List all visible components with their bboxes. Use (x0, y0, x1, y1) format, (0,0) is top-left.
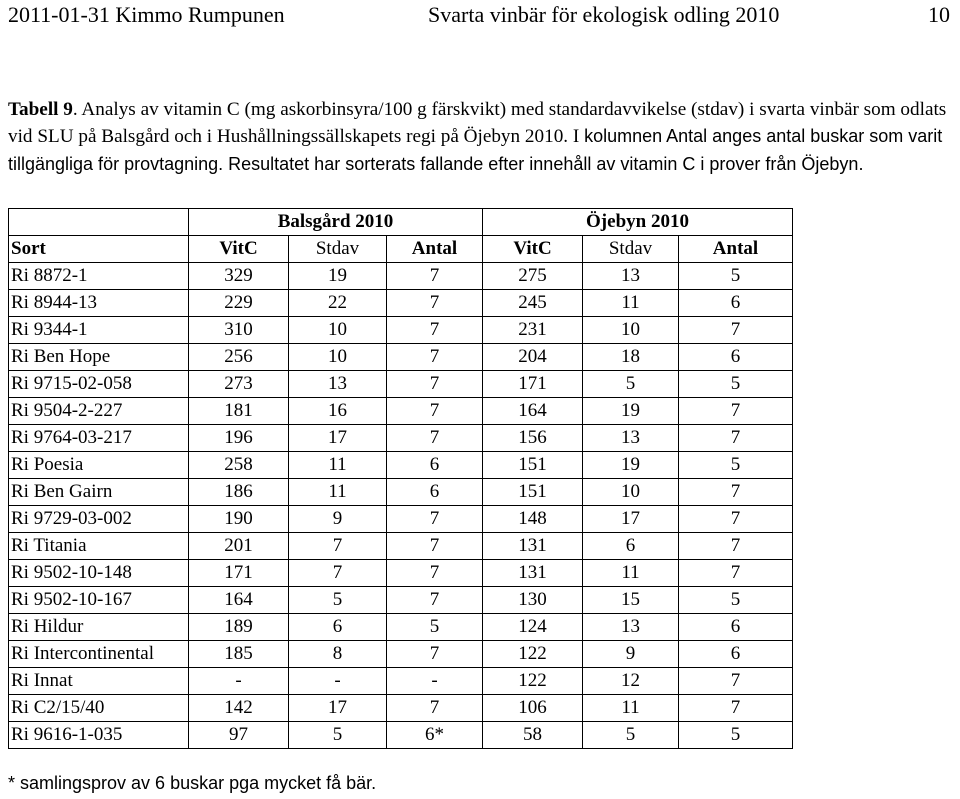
cell-vitc-balsgard: 186 (189, 479, 289, 506)
cell-vitc-ojebyn: 122 (483, 641, 583, 668)
cell-sort-name: Ri 9502-10-148 (9, 560, 189, 587)
cell-vitc-ojebyn: 58 (483, 722, 583, 749)
cell-antal-balsgard: 7 (387, 533, 483, 560)
cell-antal-ojebyn: 7 (679, 560, 793, 587)
table-row (9, 506, 793, 533)
cell-sort-name: Ri Poesia (9, 452, 189, 479)
cell-stdav-balsgard: 16 (289, 398, 387, 425)
cell-antal-ojebyn: 7 (679, 425, 793, 452)
cell-stdav-balsgard: 10 (289, 344, 387, 371)
cell-vitc-ojebyn: 130 (483, 587, 583, 614)
cell-stdav-ojebyn: 13 (583, 614, 679, 641)
cell-antal-balsgard: 7 (387, 371, 483, 398)
column-header-sort: Sort (9, 236, 189, 263)
table-row (9, 479, 793, 506)
table-row (9, 371, 793, 398)
caption-text-serif: . Analys av vitamin C (mg askorbinsyra/100 g färskvikt) med standardavvikelse (stdav) i svarta vinbär som odlats vid SLU på Balsgård och i Hushållningssällskapets regi på Öjebyn 2010. I (8, 99, 947, 148)
cell-vitc-ojebyn: 171 (483, 371, 583, 398)
cell-vitc-balsgard: 201 (189, 533, 289, 560)
cell-stdav-balsgard: 9 (289, 506, 387, 533)
cell-sort-name: Ri 9344-1 (9, 317, 189, 344)
cell-stdav-balsgard: 5 (289, 722, 387, 749)
cell-sort-name: Ri Ben Hope (9, 344, 189, 371)
cell-antal-balsgard: 7 (387, 425, 483, 452)
cell-vitc-ojebyn: 164 (483, 398, 583, 425)
cell-antal-balsgard: 5 (387, 614, 483, 641)
cell-stdav-ojebyn: 11 (583, 290, 679, 317)
cell-antal-balsgard: 7 (387, 263, 483, 290)
cell-vitc-balsgard: 164 (189, 587, 289, 614)
cell-antal-balsgard: - (387, 668, 483, 695)
cell-sort-name: Ri Hildur (9, 614, 189, 641)
cell-stdav-ojebyn: 11 (583, 560, 679, 587)
cell-stdav-ojebyn: 6 (583, 533, 679, 560)
caption-label: Tabell 9 (8, 99, 73, 120)
group-header-balsgard: Balsgård 2010 (189, 209, 483, 236)
cell-antal-ojebyn: 6 (679, 344, 793, 371)
cell-stdav-balsgard: 8 (289, 641, 387, 668)
vitamin-c-table (8, 208, 793, 749)
cell-antal-balsgard: 7 (387, 695, 483, 722)
column-header-vitc-balsgard: VitC (189, 236, 289, 263)
table-row (9, 452, 793, 479)
table-row (9, 668, 793, 695)
table-row (9, 695, 793, 722)
cell-antal-balsgard: 6 (387, 479, 483, 506)
cell-sort-name: Ri Innat (9, 668, 189, 695)
cell-vitc-ojebyn: 106 (483, 695, 583, 722)
table-row (9, 560, 793, 587)
cell-vitc-ojebyn: 148 (483, 506, 583, 533)
cell-antal-balsgard: 6 (387, 452, 483, 479)
cell-stdav-ojebyn: 13 (583, 425, 679, 452)
cell-vitc-balsgard: 256 (189, 344, 289, 371)
cell-vitc-balsgard: 310 (189, 317, 289, 344)
cell-stdav-balsgard: - (289, 668, 387, 695)
caption-text-sans: kolumnen Antal anges antal buskar som varit tillgängliga för provtagning. Resultatet har sorterats fallande efter innehåll av vitamin C i prover från Öjebyn. (8, 126, 943, 174)
table-group-row (9, 209, 793, 236)
group-empty-cell (9, 209, 189, 236)
table-row (9, 425, 793, 452)
cell-vitc-ojebyn: 131 (483, 533, 583, 560)
cell-stdav-ojebyn: 17 (583, 506, 679, 533)
cell-vitc-balsgard: 229 (189, 290, 289, 317)
cell-antal-balsgard: 7 (387, 587, 483, 614)
column-header-antal-ojebyn: Antal (679, 236, 793, 263)
column-header-antal-balsgard: Antal (387, 236, 483, 263)
cell-vitc-balsgard: 196 (189, 425, 289, 452)
cell-vitc-ojebyn: 275 (483, 263, 583, 290)
cell-sort-name: Ri Titania (9, 533, 189, 560)
cell-vitc-ojebyn: 131 (483, 560, 583, 587)
cell-sort-name: Ri 8872-1 (9, 263, 189, 290)
cell-stdav-balsgard: 19 (289, 263, 387, 290)
cell-antal-ojebyn: 5 (679, 371, 793, 398)
cell-antal-ojebyn: 5 (679, 263, 793, 290)
cell-vitc-balsgard: - (189, 668, 289, 695)
cell-antal-ojebyn: 6 (679, 641, 793, 668)
cell-vitc-ojebyn: 151 (483, 452, 583, 479)
cell-stdav-balsgard: 13 (289, 371, 387, 398)
cell-antal-balsgard: 7 (387, 290, 483, 317)
cell-antal-balsgard: 7 (387, 641, 483, 668)
header-date-author: 2011-01-31 Kimmo Rumpunen (8, 2, 285, 27)
page-header (8, 2, 950, 28)
cell-vitc-balsgard: 190 (189, 506, 289, 533)
cell-sort-name: Ri 9764-03-217 (9, 425, 189, 452)
cell-vitc-ojebyn: 151 (483, 479, 583, 506)
cell-antal-balsgard: 6* (387, 722, 483, 749)
cell-stdav-ojebyn: 5 (583, 722, 679, 749)
cell-antal-balsgard: 7 (387, 398, 483, 425)
table-row (9, 317, 793, 344)
cell-stdav-ojebyn: 19 (583, 398, 679, 425)
cell-antal-ojebyn: 5 (679, 452, 793, 479)
cell-sort-name: Ri Ben Gairn (9, 479, 189, 506)
cell-vitc-ojebyn: 231 (483, 317, 583, 344)
cell-antal-ojebyn: 5 (679, 722, 793, 749)
cell-vitc-ojebyn: 156 (483, 425, 583, 452)
cell-stdav-ojebyn: 11 (583, 695, 679, 722)
cell-vitc-balsgard: 258 (189, 452, 289, 479)
header-document-title: Svarta vinbär för ekologisk odling 2010 (428, 2, 780, 27)
cell-stdav-ojebyn: 10 (583, 479, 679, 506)
table-row (9, 722, 793, 749)
cell-sort-name: Ri C2/15/40 (9, 695, 189, 722)
cell-vitc-ojebyn: 124 (483, 614, 583, 641)
cell-stdav-balsgard: 22 (289, 290, 387, 317)
cell-antal-ojebyn: 6 (679, 614, 793, 641)
cell-vitc-balsgard: 142 (189, 695, 289, 722)
group-header-ojebyn: Öjebyn 2010 (483, 209, 793, 236)
table-row (9, 641, 793, 668)
cell-antal-ojebyn: 7 (679, 506, 793, 533)
table-row (9, 533, 793, 560)
cell-sort-name: Ri Intercontinental (9, 641, 189, 668)
cell-stdav-balsgard: 7 (289, 560, 387, 587)
cell-antal-ojebyn: 7 (679, 668, 793, 695)
table-row (9, 290, 793, 317)
cell-vitc-ojebyn: 122 (483, 668, 583, 695)
table-row (9, 263, 793, 290)
cell-stdav-ojebyn: 13 (583, 263, 679, 290)
table-column-header-row (9, 236, 793, 263)
cell-sort-name: Ri 9616-1-035 (9, 722, 189, 749)
column-header-vitc-ojebyn: VitC (483, 236, 583, 263)
cell-antal-ojebyn: 7 (679, 317, 793, 344)
cell-antal-ojebyn: 5 (679, 587, 793, 614)
table-row (9, 398, 793, 425)
cell-vitc-ojebyn: 204 (483, 344, 583, 371)
cell-antal-ojebyn: 7 (679, 695, 793, 722)
cell-vitc-ojebyn: 245 (483, 290, 583, 317)
cell-antal-ojebyn: 6 (679, 290, 793, 317)
cell-stdav-balsgard: 11 (289, 479, 387, 506)
cell-vitc-balsgard: 185 (189, 641, 289, 668)
cell-vitc-balsgard: 329 (189, 263, 289, 290)
cell-antal-ojebyn: 7 (679, 533, 793, 560)
table-row (9, 587, 793, 614)
cell-sort-name: Ri 9502-10-167 (9, 587, 189, 614)
column-header-stdav-balsgard: Stdav (289, 236, 387, 263)
cell-antal-balsgard: 7 (387, 317, 483, 344)
cell-vitc-balsgard: 273 (189, 371, 289, 398)
cell-vitc-balsgard: 97 (189, 722, 289, 749)
cell-vitc-balsgard: 181 (189, 398, 289, 425)
cell-sort-name: Ri 9504-2-227 (9, 398, 189, 425)
cell-vitc-balsgard: 189 (189, 614, 289, 641)
cell-stdav-ojebyn: 15 (583, 587, 679, 614)
cell-stdav-ojebyn: 10 (583, 317, 679, 344)
cell-stdav-ojebyn: 9 (583, 641, 679, 668)
table-footnote: * samlingsprov av 6 buskar pga mycket få bär. (8, 773, 377, 793)
header-page-number: 10 (928, 2, 950, 27)
cell-stdav-ojebyn: 5 (583, 371, 679, 398)
cell-stdav-balsgard: 6 (289, 614, 387, 641)
cell-stdav-balsgard: 5 (289, 587, 387, 614)
cell-stdav-ojebyn: 18 (583, 344, 679, 371)
table-row (9, 344, 793, 371)
cell-stdav-ojebyn: 12 (583, 668, 679, 695)
cell-stdav-balsgard: 7 (289, 533, 387, 560)
cell-vitc-balsgard: 171 (189, 560, 289, 587)
cell-stdav-balsgard: 17 (289, 425, 387, 452)
cell-stdav-balsgard: 10 (289, 317, 387, 344)
table-caption (8, 96, 953, 178)
table-row (9, 614, 793, 641)
cell-stdav-ojebyn: 19 (583, 452, 679, 479)
cell-stdav-balsgard: 17 (289, 695, 387, 722)
cell-stdav-balsgard: 11 (289, 452, 387, 479)
cell-antal-balsgard: 7 (387, 560, 483, 587)
cell-antal-ojebyn: 7 (679, 479, 793, 506)
cell-sort-name: Ri 9715-02-058 (9, 371, 189, 398)
column-header-stdav-ojebyn: Stdav (583, 236, 679, 263)
cell-antal-ojebyn: 7 (679, 398, 793, 425)
cell-antal-balsgard: 7 (387, 506, 483, 533)
cell-sort-name: Ri 9729-03-002 (9, 506, 189, 533)
cell-sort-name: Ri 8944-13 (9, 290, 189, 317)
cell-antal-balsgard: 7 (387, 344, 483, 371)
